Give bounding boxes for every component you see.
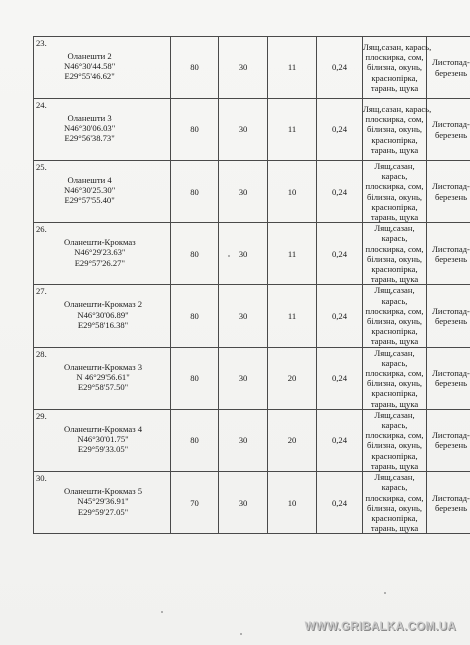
location-name-coords — [64, 113, 115, 144]
fish-species-line: Лящ,сазан, — [374, 347, 415, 358]
table-row — [34, 99, 470, 161]
value-cell-v2: 30 — [219, 409, 268, 471]
fish-species-line: карась, — [381, 357, 408, 368]
table-body — [34, 37, 470, 534]
fish-species-cell — [363, 223, 427, 285]
fish-species-line: краснопірка, — [371, 201, 418, 212]
table-row — [34, 161, 470, 223]
fish-species-line: краснопірка, — [371, 264, 418, 275]
fishing-areas-table — [33, 36, 470, 534]
location-cell — [34, 347, 171, 409]
fish-species-line: краснопірка, — [371, 134, 418, 145]
coordinate: N46°29'23.63" — [74, 247, 126, 258]
season-line: Листопад- — [432, 368, 470, 379]
value-cell-v4: 0,24 — [317, 472, 363, 534]
fish-species-line: плоскирка, сом, — [365, 114, 424, 125]
fish-species-line: білизна, окунь, — [366, 378, 423, 389]
season-cell — [427, 37, 470, 99]
fish-species-line: краснопірка, — [371, 72, 418, 83]
fish-species-line: білизна, окунь, — [366, 316, 423, 327]
coordinate: N46°30'06.03" — [64, 123, 116, 134]
fish-species-line: карась, — [381, 233, 408, 244]
season-cell — [427, 409, 470, 471]
fish-species-line: білизна, окунь, — [366, 253, 423, 264]
location-name-coords — [64, 486, 142, 517]
table-row — [34, 223, 470, 285]
fish-species-line: плоскирка, сом, — [365, 243, 424, 254]
value-cell-v4: 0,24 — [317, 161, 363, 223]
value-cell-v4: 0,24 — [317, 99, 363, 161]
value-cell-v2: 30 — [219, 161, 268, 223]
coordinate: N46°30'25.30" — [64, 185, 116, 196]
fish-species-line: плоскирка, сом, — [365, 430, 424, 441]
location-cell — [34, 99, 171, 161]
coordinate: E29°59'33.05" — [77, 444, 129, 455]
coordinate: E29°57'55.40" — [64, 195, 115, 206]
fish-species-line: краснопірка, — [371, 450, 418, 461]
fish-species-line: тарань, щука — [370, 460, 419, 471]
scan-speck — [228, 255, 230, 257]
season-line: березень — [434, 440, 468, 451]
season-line: Листопад- — [432, 181, 470, 192]
fish-species-line: Лящ,сазан, — [374, 472, 415, 483]
value-cell-v4: 0,24 — [317, 37, 363, 99]
fish-species-cell — [363, 472, 427, 534]
table-row — [34, 472, 470, 534]
season-line: березень — [434, 67, 468, 78]
season-cell — [427, 161, 470, 223]
fish-species-line: карась, — [381, 171, 408, 182]
row-number: 29. — [36, 410, 47, 421]
fish-species-line: карась, — [381, 420, 408, 431]
location-name: Оланешти-Крокмаз — [64, 237, 136, 248]
season-line: Листопад- — [432, 430, 470, 441]
scan-speck — [161, 611, 163, 613]
value-cell-v2: 30 — [219, 347, 268, 409]
location-name: Оланешти 4 — [67, 175, 112, 185]
location-name: Оланешти-Крокмаз 2 — [64, 299, 143, 310]
location-name-coords — [64, 424, 142, 455]
fish-species-line: плоскирка, сом, — [365, 305, 424, 316]
location-name: Оланешти 2 — [67, 51, 112, 61]
site-watermark: WWW.GRIBALKA.COM.UA — [304, 621, 456, 633]
season-line: Листопад- — [432, 57, 470, 68]
row-number: 23. — [36, 38, 47, 48]
value-cell-v3: 10 — [268, 161, 317, 223]
coordinate: N46°30'44.58" — [64, 61, 116, 72]
fish-species-line: тарань, щука — [370, 523, 419, 534]
coordinate: E29°57'26.27" — [74, 257, 125, 268]
location-cell — [34, 409, 171, 471]
row-number: 24. — [36, 100, 47, 110]
value-cell-v3: 11 — [268, 285, 317, 347]
value-cell-v1: 80 — [171, 409, 219, 471]
fish-species-line: плоскирка, сом, — [365, 368, 424, 379]
location-name-coords — [64, 175, 115, 206]
fish-species-cell — [363, 347, 427, 409]
location-name: Оланешти-Крокмаз 3 — [64, 361, 143, 372]
value-cell-v1: 80 — [171, 347, 219, 409]
location-name: Оланешти-Крокмаз 4 — [64, 423, 143, 434]
row-number: 28. — [36, 348, 47, 359]
season-cell — [427, 285, 470, 347]
season-line: березень — [434, 253, 468, 264]
scan-speck — [240, 633, 242, 635]
table-row — [34, 409, 470, 471]
coordinate: N46°30'06.89" — [77, 309, 129, 320]
location-cell — [34, 37, 171, 99]
table-row — [34, 347, 470, 409]
value-cell-v3: 10 — [268, 472, 317, 534]
value-cell-v2: 30 — [219, 472, 268, 534]
season-line: березень — [434, 129, 468, 140]
value-cell-v3: 20 — [268, 409, 317, 471]
fish-species-line: тарань, щука — [370, 212, 419, 223]
fish-species-line: Лящ,сазан, — [374, 409, 415, 420]
table-row — [34, 285, 470, 347]
fish-species-line: плоскирка, сом, — [365, 492, 424, 503]
value-cell-v2: 30 — [219, 223, 268, 285]
fish-species-cell — [363, 99, 432, 161]
coordinate: E29°58'16.38" — [77, 319, 129, 330]
fish-species-line: Лящ,сазан, — [374, 285, 415, 296]
fish-species-line: краснопірка, — [371, 388, 418, 399]
value-cell-v4: 0,24 — [317, 347, 363, 409]
value-cell-v1: 70 — [171, 472, 219, 534]
season-cell — [427, 99, 470, 161]
location-name-coords — [64, 51, 115, 82]
fish-species-line: плоскирка, сом, — [365, 181, 424, 192]
fish-species-line: Лящ,сазан, — [374, 223, 415, 234]
fish-species-line: білизна, окунь, — [366, 62, 423, 73]
fish-species-line: карась, — [381, 295, 408, 306]
location-name-coords — [64, 237, 136, 268]
season-line: Листопад- — [432, 243, 470, 254]
season-line: березень — [434, 378, 468, 389]
fish-species-line: Лящ,сазан, карась, — [363, 103, 432, 114]
value-cell-v3: 11 — [268, 99, 317, 161]
season-line: березень — [434, 191, 468, 202]
value-cell-v2: 30 — [219, 285, 268, 347]
fish-species-line: Лящ,сазан, — [374, 161, 415, 171]
value-cell-v3: 20 — [268, 347, 317, 409]
row-number: 30. — [36, 473, 47, 484]
fish-species-line: карась, — [381, 482, 408, 493]
coordinate: E29°58'57.50" — [77, 382, 129, 393]
value-cell-v1: 80 — [171, 285, 219, 347]
location-name: Оланешти 3 — [67, 113, 112, 123]
scan-speck — [384, 592, 386, 594]
fish-species-line: тарань, щука — [370, 274, 419, 285]
value-cell-v4: 0,24 — [317, 409, 363, 471]
row-number: 27. — [36, 286, 47, 297]
season-cell — [427, 223, 470, 285]
season-line: Листопад- — [432, 305, 470, 316]
location-name: Оланешти-Крокмаз 5 — [64, 486, 143, 497]
fish-species-line: Лящ,сазан, карась, — [363, 41, 432, 52]
fish-species-line: тарань, щука — [370, 144, 419, 155]
value-cell-v1: 80 — [171, 37, 219, 99]
value-cell-v4: 0,24 — [317, 285, 363, 347]
fish-species-line: білизна, окунь, — [366, 191, 423, 202]
value-cell-v1: 80 — [171, 161, 219, 223]
season-cell — [427, 347, 470, 409]
value-cell-v4: 0,24 — [317, 223, 363, 285]
season-line: Листопад- — [432, 492, 470, 503]
coordinate: N46°30'01.75" — [77, 434, 129, 445]
location-cell — [34, 285, 171, 347]
value-cell-v2: 30 — [219, 37, 268, 99]
location-name-coords — [64, 299, 142, 330]
fish-species-line: краснопірка, — [371, 326, 418, 337]
fish-species-cell — [363, 161, 427, 223]
value-cell-v1: 80 — [171, 99, 219, 161]
location-name-coords — [64, 362, 142, 393]
season-line: Листопад- — [432, 119, 470, 130]
coordinate: E29°59'27.05" — [77, 506, 129, 517]
value-cell-v3: 11 — [268, 37, 317, 99]
value-cell-v3: 11 — [268, 223, 317, 285]
coordinate: N45°29'36.91" — [77, 496, 129, 507]
value-cell-v1: 80 — [171, 223, 219, 285]
season-cell — [427, 472, 470, 534]
fish-species-line: тарань, щука — [370, 336, 419, 347]
fish-species-line: тарань, щука — [370, 82, 419, 93]
fish-species-line: білизна, окунь, — [366, 502, 423, 513]
fish-species-cell — [363, 285, 427, 347]
fish-species-cell — [363, 409, 427, 471]
table-row — [34, 37, 470, 99]
location-cell — [34, 161, 171, 223]
season-line: березень — [434, 316, 468, 327]
fish-species-line: краснопірка, — [371, 512, 418, 523]
coordinate: N 46°29'56.61" — [76, 371, 130, 382]
fish-species-line: плоскирка, сом, — [365, 52, 424, 63]
row-number: 25. — [36, 162, 47, 172]
fish-species-cell — [363, 37, 432, 99]
season-line: березень — [434, 502, 468, 513]
coordinate: E29°55'46.62" — [64, 71, 115, 82]
coordinate: E29°56'38.73" — [64, 133, 115, 144]
row-number: 26. — [36, 224, 47, 235]
location-cell — [34, 223, 171, 285]
value-cell-v2: 30 — [219, 99, 268, 161]
fish-species-line: тарань, щука — [370, 398, 419, 409]
location-cell — [34, 472, 171, 534]
fish-species-line: білизна, окунь, — [366, 124, 423, 135]
fish-species-line: білизна, окунь, — [366, 440, 423, 451]
